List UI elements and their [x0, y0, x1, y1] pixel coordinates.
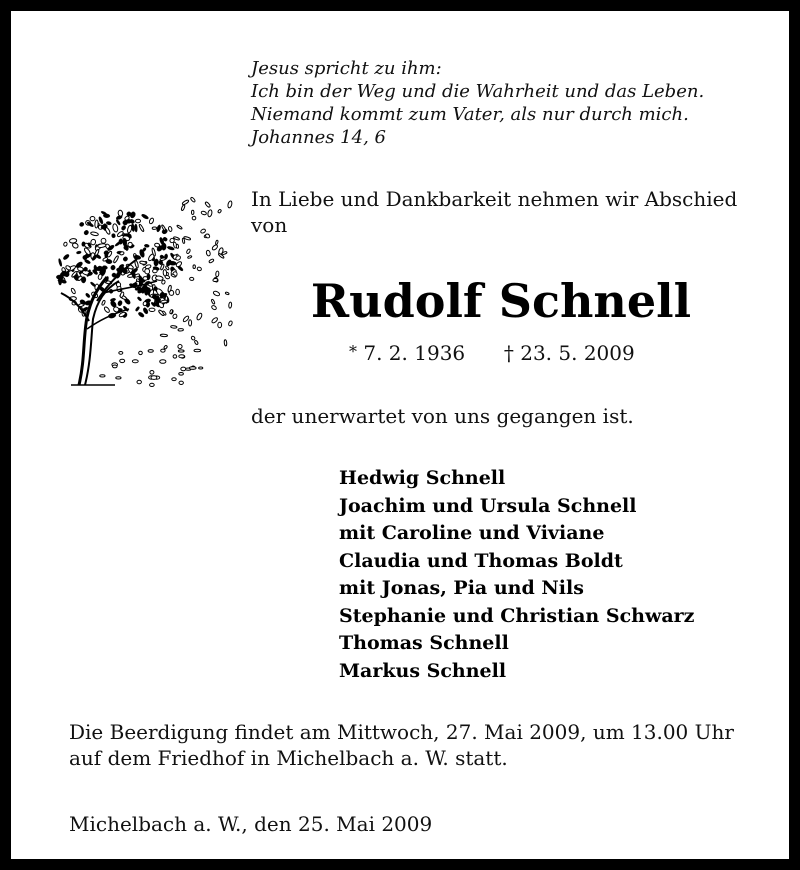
- intro-line: von: [251, 213, 288, 237]
- birth-date: 7. 2. 1936: [363, 341, 466, 365]
- family-member: Stephanie und Christian Schwarz: [339, 604, 695, 627]
- bible-quote-line: Niemand kommt zum Vater, als nur durch mich.: [251, 104, 689, 125]
- funeral-line: Die Beerdigung findet am Mittwoch, 27. Mai 2009, um 13.00 Uhr: [69, 720, 734, 744]
- intro-line: In Liebe und Dankbarkeit nehmen wir Abschied: [251, 187, 738, 211]
- funeral-notice: [69, 719, 794, 771]
- birth-symbol: *: [349, 342, 357, 361]
- family-member: Markus Schnell: [339, 659, 507, 682]
- family-member: mit Caroline und Viviane: [339, 522, 605, 544]
- family-list: [339, 465, 789, 685]
- family-member: Claudia und Thomas Boldt: [339, 549, 623, 572]
- death-date: 23. 5. 2009: [520, 341, 635, 365]
- family-member: mit Jonas, Pia und Nils: [339, 577, 584, 599]
- place-and-date: Michelbach a. W., den 25. Mai 2009: [69, 812, 433, 836]
- bible-quote-line: Jesus spricht zu ihm:: [251, 58, 442, 79]
- bible-quote-line: Ich bin der Weg und die Wahrheit und das Leben.: [251, 81, 705, 102]
- departed-text: der unerwartet von uns gegangen ist.: [251, 404, 634, 428]
- family-member: Joachim und Ursula Schnell: [339, 494, 637, 517]
- bible-quote-reference: Johannes 14, 6: [251, 127, 386, 148]
- life-dates: [349, 339, 729, 366]
- funeral-line: auf dem Friedhof in Michelbach a. W. statt.: [69, 746, 508, 770]
- windblown-tree-icon: [41, 189, 236, 389]
- family-member: Thomas Schnell: [339, 632, 509, 654]
- deceased-name: Rudolf Schnell: [310, 274, 692, 328]
- family-member: Hedwig Schnell: [339, 467, 506, 489]
- bible-quote: [251, 57, 791, 149]
- intro-text: [251, 186, 791, 238]
- death-symbol: †: [503, 341, 514, 365]
